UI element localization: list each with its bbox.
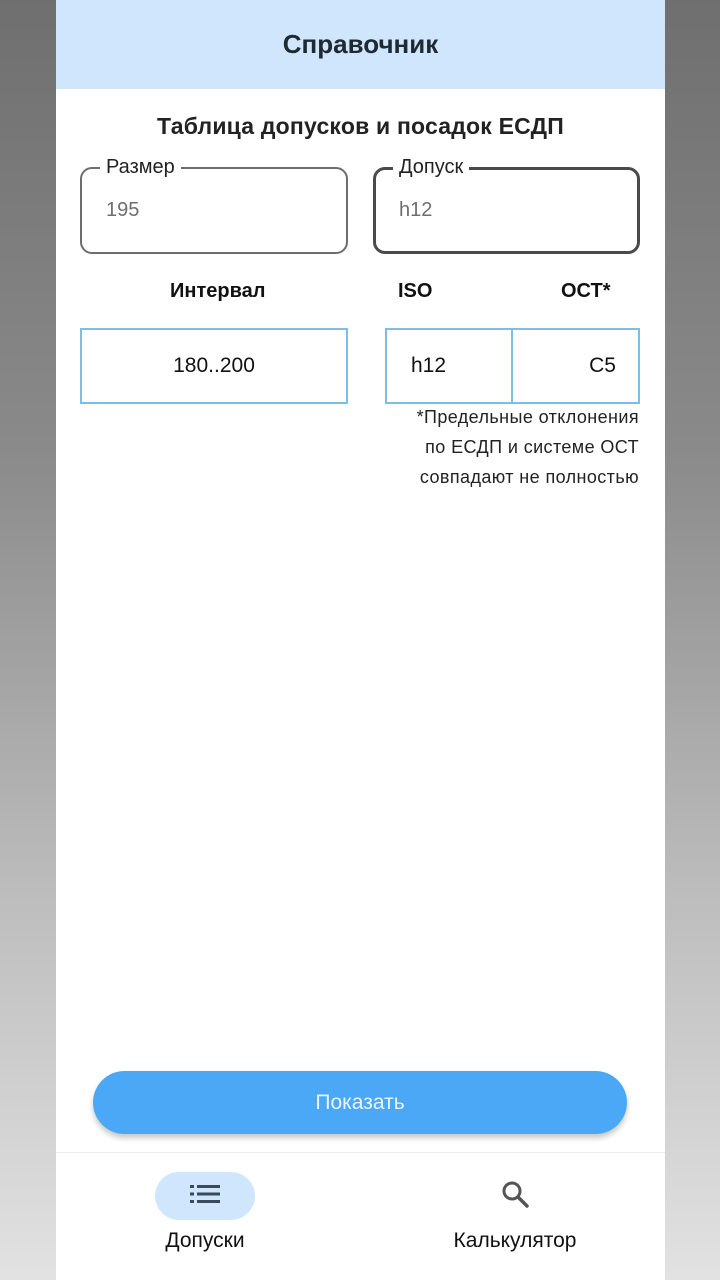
nav-pill[interactable]	[465, 1172, 565, 1220]
ost-header: ОСТ*	[561, 280, 611, 302]
footnote-line: совпадают не полностью	[419, 467, 639, 487]
iso-cell	[385, 328, 513, 404]
iso-value: h12	[411, 354, 447, 377]
app-bar	[56, 0, 665, 89]
show-button[interactable]: Показать	[93, 1071, 627, 1134]
screen	[56, 0, 665, 1280]
bottom-nav	[56, 1152, 665, 1280]
size-field-value[interactable]: 195	[106, 199, 140, 221]
page-title: Таблица допусков и посадок ЕСДП	[157, 113, 564, 139]
interval-value: 180..200	[173, 354, 255, 377]
search-icon	[500, 1179, 530, 1214]
nav-label-calculator: Калькулятор	[453, 1229, 577, 1252]
footnote-line: *Предельные отклонения	[416, 407, 639, 427]
size-field-label: Размер	[100, 155, 181, 179]
nav-pill-active[interactable]	[155, 1172, 255, 1220]
list-icon	[190, 1184, 220, 1209]
iso-header: ISO	[398, 280, 433, 302]
ost-cell	[511, 328, 640, 404]
ost-value: С5	[589, 354, 616, 377]
nav-label-tolerances: Допуски	[165, 1229, 245, 1252]
nav-item-calculator[interactable]	[415, 1153, 615, 1280]
interval-header: Интервал	[170, 280, 266, 302]
interval-cell	[80, 328, 348, 404]
tolerance-field[interactable]	[373, 156, 640, 254]
size-field[interactable]	[80, 156, 348, 254]
footnote	[417, 402, 639, 492]
nav-item-tolerances[interactable]	[105, 1153, 305, 1280]
tolerance-field-value[interactable]: h12	[399, 199, 433, 221]
tolerance-field-label: Допуск	[393, 155, 469, 179]
app-title: Справочник	[282, 29, 439, 59]
footnote-line: по ЕСДП и системе ОСТ	[425, 437, 639, 457]
